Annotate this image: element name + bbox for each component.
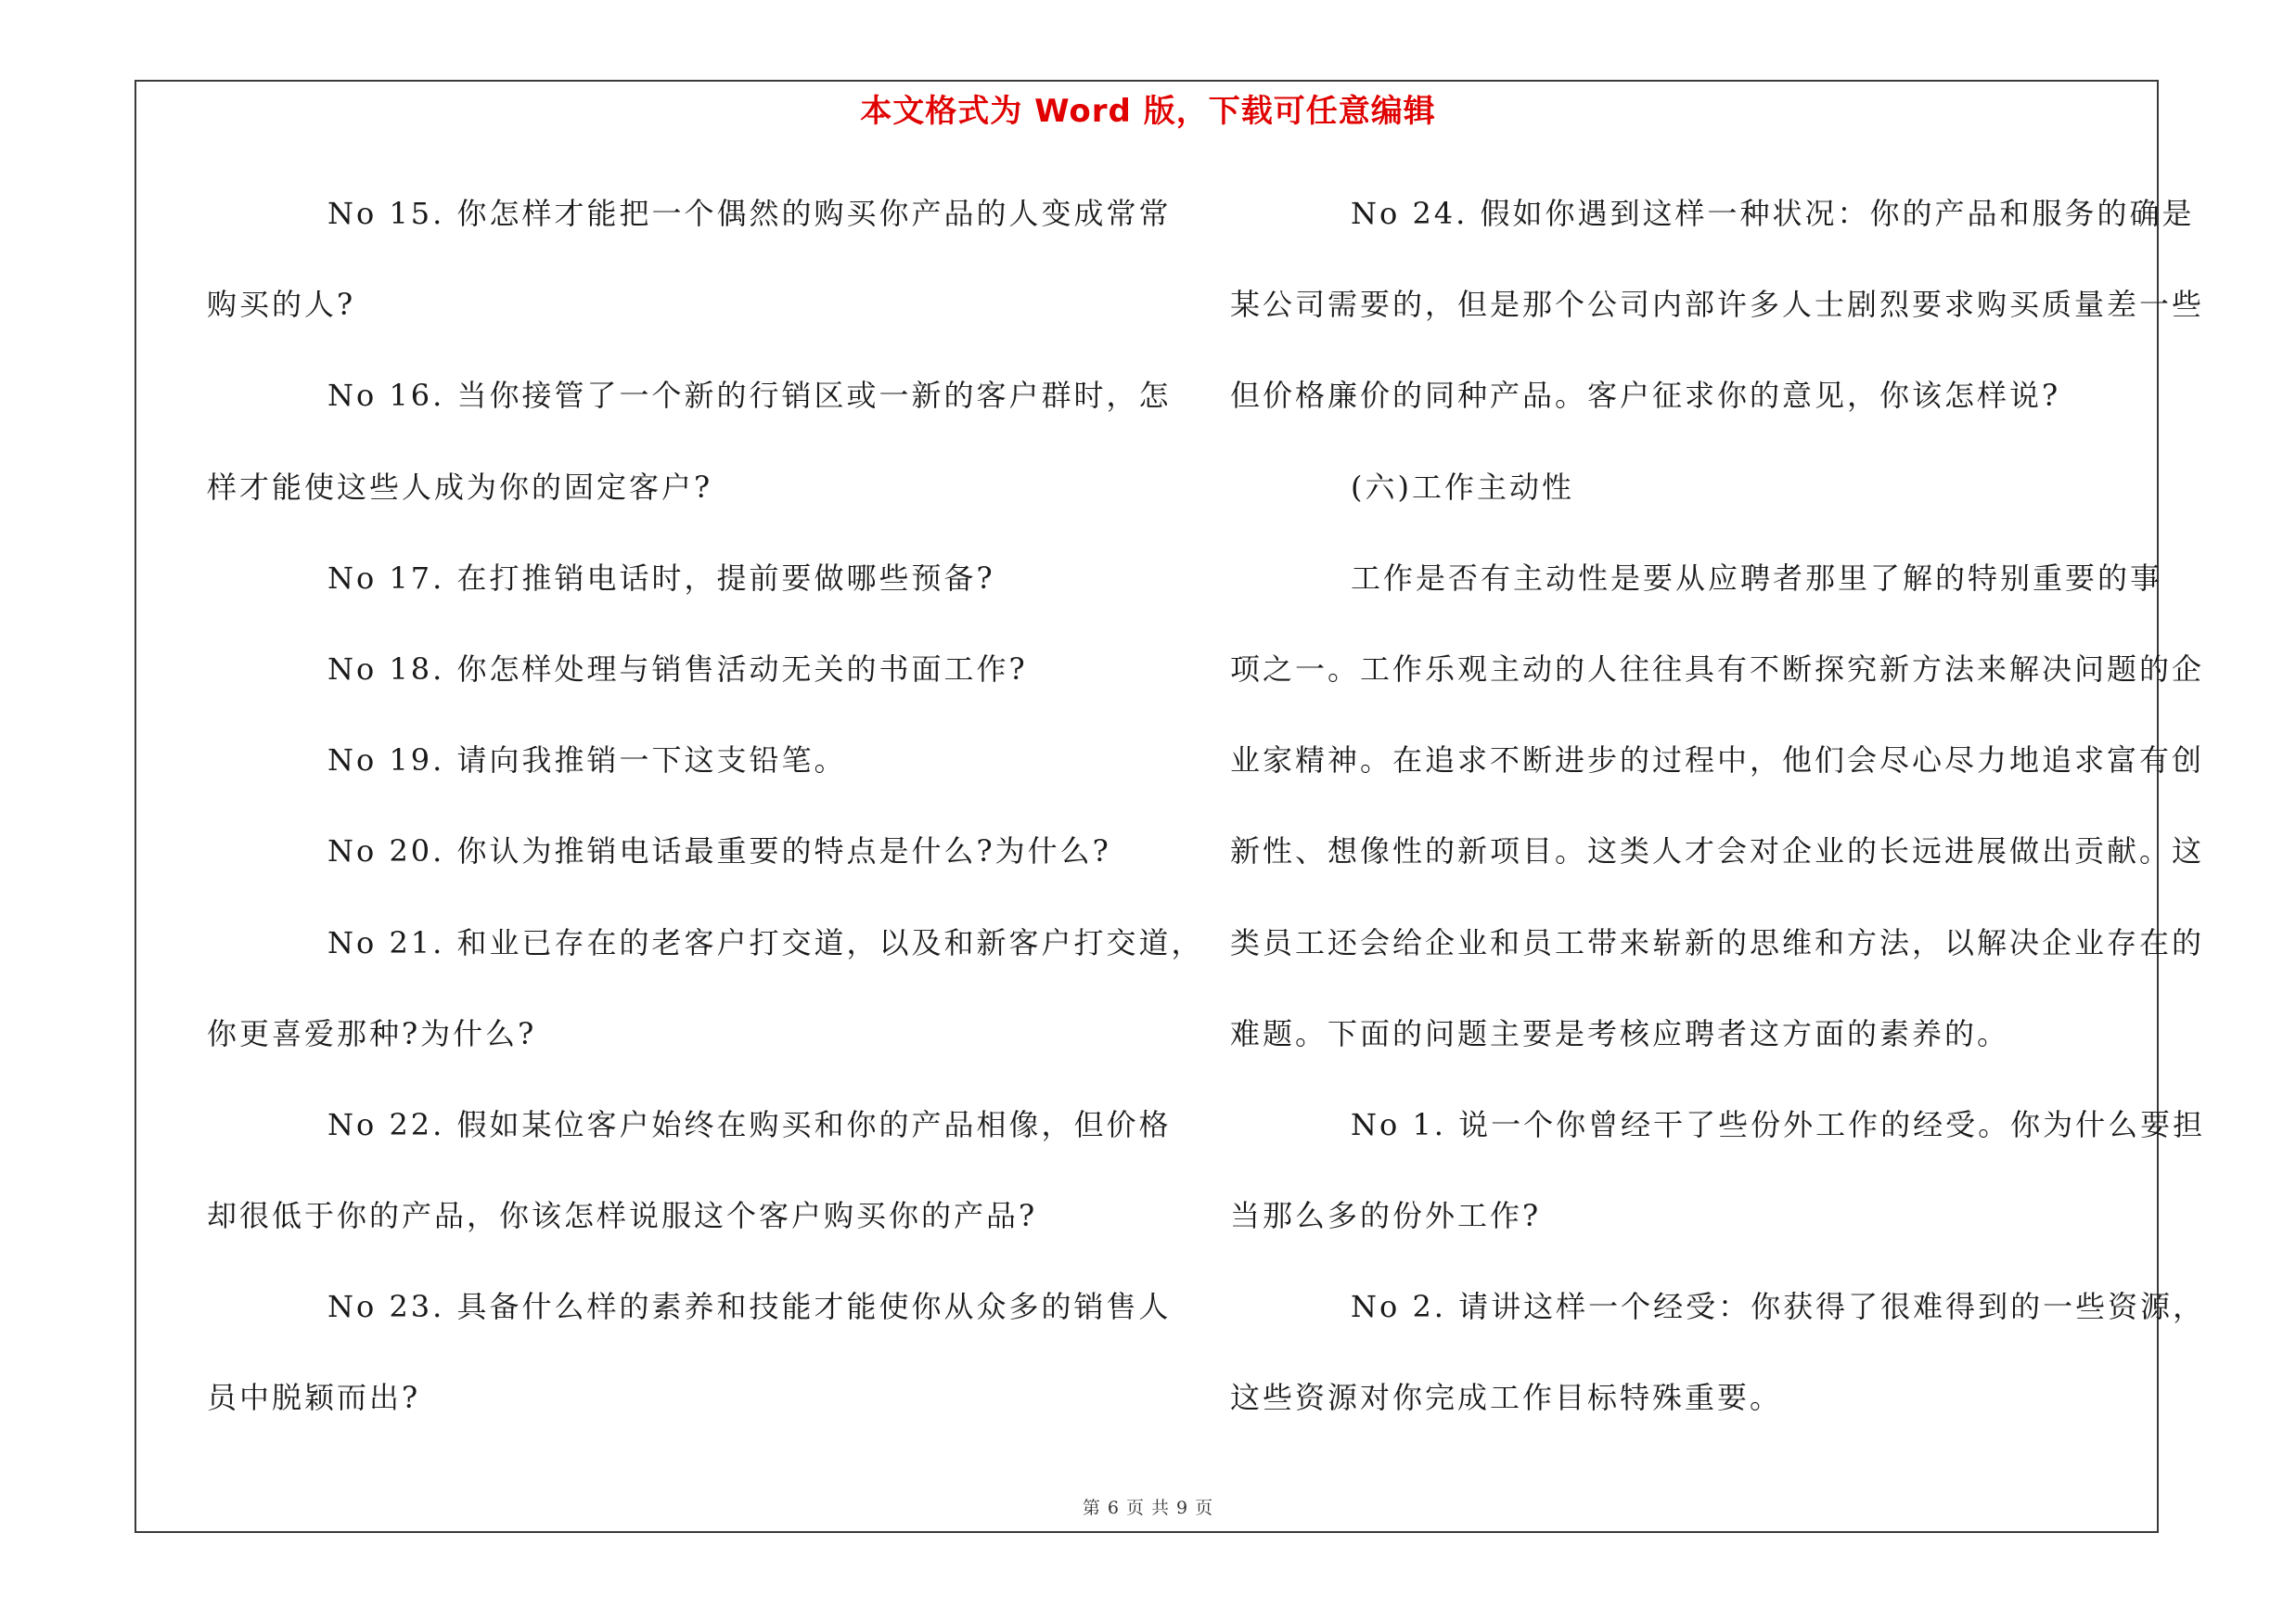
page-number-footer: 第 6 页 共 9 页 — [1082, 1498, 1214, 1518]
paragraph-line: 难题。下面的问题主要是考核应聘者这方面的素养的。 — [1230, 1015, 2010, 1051]
paragraph-line: 但价格廉价的同种产品。客户征求你的意见，你该怎样说? — [1230, 378, 2061, 414]
paragraph-line: 类员工还会给企业和员工带来崭新的思维和方法，以解决企业存在的 — [1230, 924, 2205, 960]
paragraph-line: No 21. 和业已存在的老客户打交道，以及和新客户打交道， — [327, 924, 1204, 960]
paragraph-line: No 20. 你认为推销电话最重要的特点是什么?为什么? — [327, 833, 1111, 869]
paragraph-line: No 17. 在打推销电话时，提前要做哪些预备? — [327, 560, 995, 596]
paragraph-line: 某公司需要的，但是那个公司内部许多人士剧烈要求购买质量差一些 — [1230, 287, 2205, 323]
paragraph-line: 工作是否有主动性是要从应聘者那里了解的特别重要的事 — [1351, 560, 2163, 596]
paragraph-line: 业家精神。在追求不断进步的过程中，他们会尽心尽力地追求富有创 — [1230, 742, 2205, 779]
paragraph-line: No 22. 假如某位客户始终在购买和你的产品相像，但价格 — [327, 1106, 1172, 1142]
paragraph-line: 项之一。工作乐观主动的人往往具有不断探究新方法来解决问题的企 — [1230, 650, 2205, 687]
paragraph-line: 却很低于你的产品，你该怎样说服这个客户购买你的产品? — [207, 1198, 1038, 1234]
left-text-column — [207, 181, 1204, 1457]
paragraph-line: No 2. 请讲这样一个经受：你获得了很难得到的一些资源， — [1351, 1289, 2206, 1325]
paragraph-line: No 18. 你怎样处理与销售活动无关的书面工作? — [327, 650, 1028, 687]
right-text-column — [1230, 181, 2206, 1457]
paragraph-line: No 1. 说一个你曾经干了些份外工作的经受。你为什么要担 — [1351, 1106, 2206, 1142]
paragraph-line: No 24. 假如你遇到这样一种状况：你的产品和服务的确是 — [1351, 196, 2195, 231]
paragraph-line: No 16. 当你接管了一个新的行销区或一新的客户群时，怎 — [327, 378, 1172, 414]
paragraph-line: 样才能使这些人成为你的固定客户? — [207, 469, 713, 505]
paragraph-line: 购买的人? — [207, 287, 356, 323]
paragraph-line: No 19. 请向我推销一下这支铅笔。 — [327, 742, 847, 779]
paragraph-line: 你更喜爱那种?为什么? — [207, 1015, 537, 1051]
section-heading: (六)工作主动性 — [1351, 469, 1574, 505]
paragraph-line: No 23. 具备什么样的素养和技能才能使你从众多的销售人 — [327, 1289, 1172, 1325]
paragraph-line: 新性、想像性的新项目。这类人才会对企业的长远进展做出贡献。这 — [1230, 833, 2205, 869]
paragraph-line: 当那么多的份外工作? — [1230, 1198, 1542, 1234]
paragraph-line: 员中脱颖而出? — [207, 1380, 421, 1416]
paragraph-line: No 15. 你怎样才能把一个偶然的购买你产品的人变成常常 — [327, 196, 1172, 231]
document-header-title: 本文格式为 Word 版，下载可任意编辑 — [860, 93, 1436, 130]
paragraph-line: 这些资源对你完成工作目标特殊重要。 — [1230, 1380, 1783, 1416]
